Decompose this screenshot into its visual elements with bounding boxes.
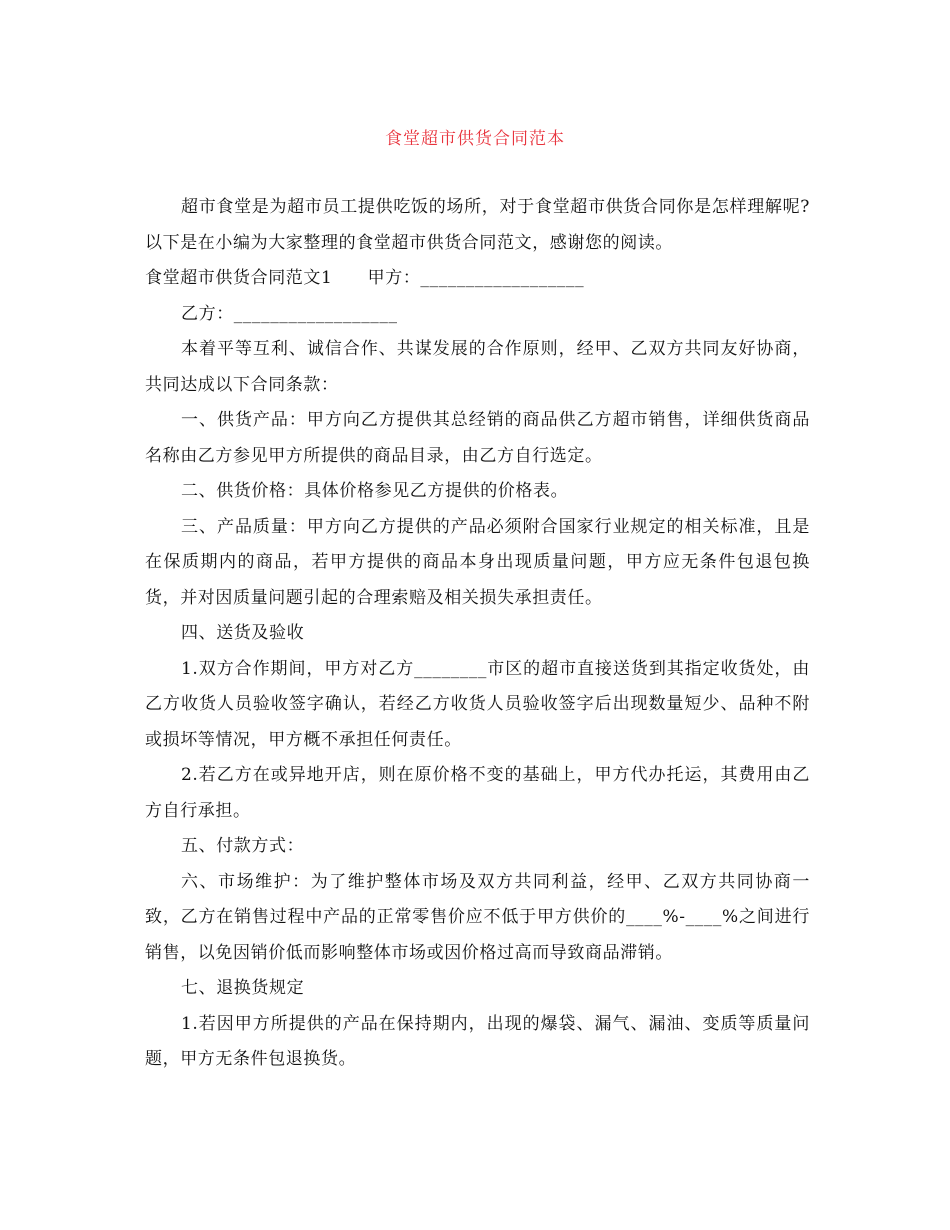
paragraph-clause-5: 五、付款方式：: [181, 836, 305, 856]
paragraph-clause-3: 三、产品质量：甲方向乙方提供的产品必须附合国家行业规定的相关标准，且是在保质期内的商品，若甲方提供的商品本身出现质量问题，甲方应无条件包退包换货，并对因质量问题引起的合理索赔及相关损失承担责任。: [145, 516, 810, 608]
paragraph-intro: 超市食堂是为超市员工提供吃饭的场所，对于食堂超市供货合同你是怎样理解呢?以下是在小编为大家整理的食堂超市供货合同范文，感谢您的阅读。: [145, 197, 810, 253]
document-title: 食堂超市供货合同范本: [385, 129, 565, 149]
paragraph-clause-4-2: 2.若乙方在或异地开店，则在原价格不变的基础上，甲方代办托运，其费用由乙方自行承担。: [145, 765, 810, 821]
paragraph-clause-4: 四、送货及验收: [181, 623, 305, 643]
paragraph-clause-4-1: 1.双方合作期间，甲方对乙方________市区的超市直接送货到其指定收货处，由乙方收货人员验收签字确认，若经乙方收货人员验收签字后出现数量短少、品种不附或损坏等情况，甲方概不承担任何责任。: [145, 658, 810, 750]
paragraph-clause-7: 七、退换货规定: [181, 978, 305, 998]
paragraph-party-b: 乙方：__________________: [181, 303, 398, 324]
paragraph-clause-7-1: 1.若因甲方所提供的产品在保持期内，出现的爆袋、漏气、漏油、变质等质量问题，甲方无条件包退换货。: [145, 1013, 810, 1069]
paragraph-preamble: 本着平等互利、诚信合作、共谋发展的合作原则，经甲、乙双方共同友好协商，共同达成以下合同条款：: [145, 339, 810, 395]
paragraph-clause-1: 一、供货产品：甲方向乙方提供其总经销的商品供乙方超市销售，详细供货商品名称由乙方参见甲方所提供的商品目录，由乙方自行选定。: [145, 410, 810, 466]
document-body: [145, 190, 810, 1078]
paragraph-heading-party-a: 食堂超市供货合同范文1 甲方：__________________: [145, 268, 585, 288]
paragraph-clause-2: 二、供货价格：具体价格参见乙方提供的价格表。: [181, 481, 569, 501]
paragraph-clause-6: 六、市场维护：为了维护整体市场及双方共同利益，经甲、乙双方共同协商一致，乙方在销售过程中产品的正常零售价应不低于甲方供价的____%-____%之间进行销售，以免因销价低而影响整体市场或因价格过高而导致商品滞销。: [145, 871, 810, 963]
